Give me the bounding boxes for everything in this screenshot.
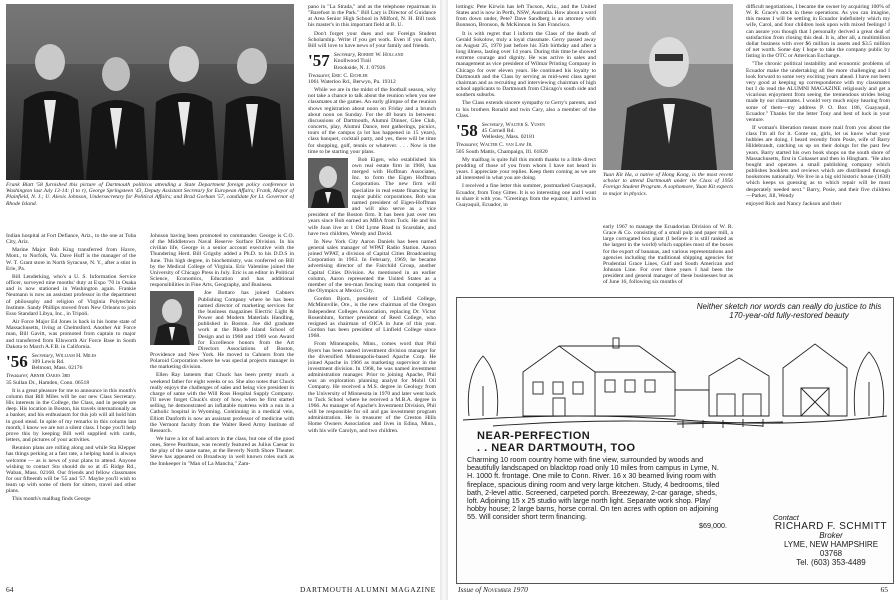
treasurer-label: Treasurer, xyxy=(456,142,479,149)
class-secretary xyxy=(482,122,545,141)
treasurer-address: 505 South Mattis, Champaign, Ill. 61820 xyxy=(456,148,548,155)
paragraph: "The chronic political instability and economic problems of Ecuador make the undertaking all the more challenging and I look forward to some very exciting years ahead. I have not been very good at keeping up correspondence with my classmates but I do read the ALUMNI MAGAZINE religiously and get a vicarious enjoyment from seeing the tremendous strides being made by our classmates. I would very much enjoy hearing from some of them—my address P. O. Box 186, Guayaquil, Ecuador." Thanks for the letter Tony and best of luck in your venture. xyxy=(746,61,890,123)
treasurer-address: 35 Sullan Dr., Hamden, Conn. 06518 xyxy=(6,379,90,386)
paragraph: Joe Bottaro has joined Cabners Publishing Company where he has been named director of marketing services for the business magazines Electric Light & Power and Modern Materials Handling, published in Boston. Joe did graduate work at the Rhode Island School of Design and in 1968 and 1969 won Award for Excellence honors from the Art Directors Associations of Boston, Providence and New York. He moved to Cahners from the Polaroid Corporation where he was special projects manager in the marketing division. xyxy=(150,290,294,371)
ad-contact-name: RICHARD F. SCHMITT xyxy=(774,521,888,532)
secretary-name: William H. Miles xyxy=(55,352,97,359)
class-year: '58 xyxy=(456,120,478,140)
treasurer-label: Treasurer, xyxy=(308,72,331,79)
ad-contact-title: Broker xyxy=(819,531,843,540)
ad-headline xyxy=(477,430,636,454)
ad-contact xyxy=(773,513,889,567)
paragraph: lottings: Pete Kirwin has left Tucson, Ariz., and the United States and is now in Perth, NSW, Australia. How about a word from down under, Pete? Dave Sandberg is an attorney with Bonnson, Bronson, & McKinnon in San Francisco. xyxy=(456,4,596,29)
paragraph: It is a great pleasure for me to announce in this month's column that Bill Miles will be our new Class Secretary. His interests in the College, the Class, and in people are deep. His location in Boston, his travels internationally as a banker, and his enthusiasm for this job will all hold him in good stead. In spite of my remarks in this column last month, I know we are not a silent class. I hope you'll help prove this by keeping Bill well supplied with cards, letters, and pictures of your activities. xyxy=(6,387,136,444)
left-column-3 xyxy=(308,4,436,585)
portrait-photo-bottaro xyxy=(150,291,194,345)
class-56-header xyxy=(6,353,136,372)
paragraph: From Minneapolis, Minn., comes word that Phil Byers has been named investment division manager for the diversified Minneapolis-based Apache Corp. He joined Apache in 1966 as marketing supervisor in the investment division. In 1968, he was named investment administration manager. Prior to joining Apache, Phil was an exploration planning analyst for Mobil Oil Company. He received a M.S. degree in Geology from the University of Minnesota in 1970 and later went back to Tuck School where he received a M.B.A. degree in 1966. As manager of Apache's Investment Division, Phil will be responsible for oil and gas investment program administration. He is treasurer of the Creston Hills Home Owners Association and lives in Edina, Minn., with his wife Carolyn, and two children. xyxy=(308,341,436,434)
paragraph: It is with regret that I inform the Class of the death of Gerald Sokolow, truly a loyal classmate. Gerry passed away on August 25, 1970 just before his 35th birthday and after a long illness, lasting over 14 years. During this time he showed extreme courage and dignity. He was active in sales and management as vice president of Wilmar Printing Company in Chicago for over eleven years. He continued his loyalty to Dartmouth and the Class by serving as mid-west class agent chairman and as recruiting and interviewing chairman of high school applicants to Dartmouth from Chicago's south side and southern suburbs. xyxy=(456,30,596,99)
treasurer-name: Abner Oakes 3rd xyxy=(29,373,71,380)
left-column-1 xyxy=(6,233,136,585)
paragraph: While we are in the midst of the football season, why not take a chance to talk about the reunion when you see classmates at the games. An early glimpse of the reunion shows registration about noon on Friday and a brunch about noon on Sunday. For the 48 hours in between: discussions of Dartmouth, Alumni Dinner, Glee Club, concerts, play, Alumni Dance, tent gatherings, picnics, tours of the campus (a lot has happened in 15 years), class banquet, cocktail party, and yes, there will be time for shopping, golf, tennis or whatever. . . . Now is the time to be starting your plans. xyxy=(308,87,436,155)
politicos-photo-caption: Frank Blatt '58 furnished this picture of Dartmouth politicos attending a State Department foreign policy conference in Washington last July 13-14: (l to r), George Springsteen '43, Deputy Assistant Secretary for European Affairs; Frank, Mayor of Plainfield, N. J.; U. Alexis Johnson, Undersecretary for Political Affairs; and Brad Gorham '57, candidate for Lt. Governor of Rhode Island. xyxy=(6,182,294,207)
class-treasurer xyxy=(456,142,596,154)
secretary-name: Robert W. Holland xyxy=(357,52,404,59)
right-column-2 xyxy=(603,224,733,296)
paragraph: Bob Eigen, who established his own real estate firm in 1968, has merged with Hoffman Associates, Inc. to form the Eigen Hoffman Corporation. The new firm will specialize in real estate financing for major public corporations. Bob was named president of Eigen-Hoffman and will also serve as a vice president of the Boston firm. It has been just over ten years since Bob earned an MBA from Tuck. He and his wife Joan live at 1 Old Lyme Road in Scarsdale, and have two children, Wendy and David. xyxy=(308,156,436,237)
secretary-label: Secretary, xyxy=(333,52,357,59)
ad-description: Charming 10 room country home with fine view, surrounded by woods and beautifully landscaped on blacktop road only 10 miles from campus in Lyme, N. H. 1000 ft. frontage. One mile to Conn. River. 16 x 30 beamed living room with fireplace, spacious dining room and very large kitchen. Study, 4 bedrooms, tiled bath, 2-level attic. Screened, carpeted porch. Breezeway, 2-car garage, sheds, loft. Adjoining 15 x 25 studio with large north light. Separate work shop. Play/ hobby house; 2 large barns, horse corral. On ten acres with option on adjoining 55. Will consider short term financing. xyxy=(467,455,720,522)
paragraph: I received a fine letter this summer, postmarked Guayaquil, Ecuador, from Tony Gittes. It is so interesting one and I want to share it with you. "Greetings from the equator, I arrived in Guayaquil, Ecuador, in xyxy=(456,183,596,208)
left-column-2 xyxy=(150,233,294,585)
paragraph: pano in "La Strada," and as the telephone repairman in "Barefoot in the Park." Bill Lary is Director of Guidance at Area Senior High School in Milford, N. H. Bill took his master's in this important field at B. U. xyxy=(308,4,436,29)
right-column-3 xyxy=(746,4,890,296)
page-gutter xyxy=(440,0,448,600)
ad-body xyxy=(467,456,727,530)
ad-contact-label: Contact xyxy=(773,513,799,522)
paragraph: Air Force Major Ed Jones is back in his home state of Massachusetts, living at Chelmsford. Another Air Force man, Bill Gavitt, was promoted from captain to major and transferred from Ellsworth Air Force Base in South Dakota to March A.F.B. in California. xyxy=(6,319,136,350)
yuan-kit-ha-caption: Yuan Kit Ha, a native of Hong Kong, is the most recent scholar to attend Dartmouth under the Class of 1956 Foreign Student Program. A sophomore, Yuan Kit expects to major in physics. xyxy=(603,172,733,197)
class-57-header xyxy=(308,52,436,71)
ad-contact-location: LYME, NEW HAMPSHIRE 03768 xyxy=(783,540,879,558)
politicos-photo-image xyxy=(6,4,294,180)
secretary-label: Secretary, xyxy=(31,352,55,359)
issue-month: November 1970 xyxy=(483,585,528,594)
politicos-photo xyxy=(6,4,294,180)
magazine-title: DARTMOUTH ALUMNI MAGAZINE xyxy=(300,585,436,594)
class-year: '57 xyxy=(308,51,330,71)
treasurer-label: Treasurer, xyxy=(6,373,29,380)
left-page xyxy=(0,0,440,600)
ad-headline-line-2: . . NEAR DARTMOUTH, TOO xyxy=(477,442,636,454)
paragraph: In New York City Aaron Daniels has been named general sales manager of WPAT Radio Station. Aaron joined WPAT, a division of Capital Cities Broadcasting Corporation in 1963. In February, 1969, he became advertising director of the Fairchild Group, another Capital Cities Division. As mentioned in an earlier column, Aaron represented the United States as a member of the ten-man fencing team that competed in the Olympics at Mexico City. xyxy=(308,238,436,295)
paragraph: Marine Major Bob King transferred from Havre, Mont., to Norfolk, Va. Dave Huff is the manager of the W. T. Grant store in North Syracuse, N. Y., after a stint in Erie, Pa. xyxy=(6,247,136,272)
secretary-address-1: 109 Lewis Rd. xyxy=(31,359,65,366)
ad-price: $69,000. xyxy=(699,520,727,530)
paragraph: Indian hospital at Fort Defiance, Ariz., to the one at Tuba City, Ariz. xyxy=(6,233,136,246)
paragraph: Don't forget your dues and our Foreign Student Scholarship. Write if you get work. Even if you don't, Bill will love to have news of your family and friends. xyxy=(308,30,436,49)
ad-headline-line-1: NEAR-PERFECTION xyxy=(477,430,591,442)
right-column-1 xyxy=(456,4,596,296)
left-page-number: 64 xyxy=(6,585,14,594)
class-secretary xyxy=(32,353,97,372)
secretary-address-1: Knollwood Trail xyxy=(333,58,371,65)
real-estate-ad xyxy=(456,297,894,584)
treasurer-name: Eric C. Eichler xyxy=(331,72,368,79)
paragraph: If woman's liberation means more mail from you about the class I'm all for it. Come on, girls, let us know what your hubbies are doing. I heard recently from Posie, wife of Barry Hildebrandt, catching us up on their doings for the past few years. Barry started his own book shops on the south shore of Massachusetts, first in Cohasset and then in Hingham. "He also bought and operates a small publishing company which publishes booklets and reviews which are distributed through bookstores nationally. We live in a big old historic house (1638) which keeps us guessing as to which repair will be most desperately needed next." Barry, Posie, and their five children—Parker, Jill, Wendy xyxy=(746,124,890,199)
paragraph: We have a lot of bad actors in the class, but one of the good ones, Steve Pearlman, was recently featured as Julius Caesar in the play of the same name, at the Beverly North Shore Theater. Steve has appeared on Broadway in well known roles such as the Innkeeper in "Man of La Mancha," Zam- xyxy=(150,436,294,467)
paragraph: The Class extends sincere sympathy to Gerry's parents, and to his brothers Ronald and twin Cary, also a member of the Class. xyxy=(456,100,596,119)
class-year: '56 xyxy=(6,351,28,371)
paragraph: My mailbag is quite full this month thanks to a little direct prodding of those of you from whom I have not heard in years. I appreciate your replies. Keep them coming as we are all interested in what you are doing. xyxy=(456,156,596,182)
secretary-address-2: Brookside, N. J. 07926 xyxy=(333,64,386,71)
ad-tagline: Neither sketch nor words can really do justice to this 170-year-old fully-restored beauty xyxy=(696,302,882,320)
paragraph: difficult negotiations, I became the owner by acquiring 100% of W. R. Grace's stock in these operations. As you can imagine, this means I will be settling in Ecuador indefinitely which my wife, Carol, and four children look upon with mixed feelings! I can assure you though that I personally derived a great deal of satisfaction from closing this deal. It is, after all, a multimillion dollar business with over $6 million in assets and $3.5 million of net worth. Some day I hope to take the company public by listing in the OTC or American Exchange. xyxy=(746,4,890,60)
paragraph: This month's mailbag finds George xyxy=(12,496,91,503)
secretary-label: Secretary, xyxy=(481,121,505,128)
class-secretary xyxy=(334,52,404,71)
paragraph: Johnson having been promoted to commander. George is C.O. of the Middletown Naval Reserve Surface Division. In his civilian life, George is a senior account executive with the Thundering Herd. Bill Grigsby added a Ph.D. to his D.D.S in June. This high degree, in biochemistry, was conferred on Bill by the Medical College of Virginia. Eric Valentine joined the University of Chicago Press in July. Eric is an editor in Political Science, Economics, Education and has additional responsibilities in Fine Arts, Geography, and Business. xyxy=(150,233,294,289)
secretary-address-2: Belmont, Mass. 02176 xyxy=(31,365,83,372)
farmhouse-sketch xyxy=(463,316,887,428)
class-58-header xyxy=(456,122,596,141)
yuan-kit-ha-image xyxy=(603,4,733,170)
paragraph: enjoyed Rick and Nancy Jackson and their xyxy=(746,200,842,207)
paragraph: Ellen Ray laments that Chuck has been pretty much a weekend father for eight weeks or so. She also notes that Chuck really enjoys the challenges of sales and being vice president in charge of same with the Will Ross Hospital Supply Company. I'll never forget Chuck's story of how, when he first started selling, he demonstrated an inflatable mattress with a nun in a Catholic hospital in Wyoming. Continuing in a medical vein, Elliott Danforth is now an assistant professor of medicine with the Vermont faculty from the Walter Reed Army Institute of Research. xyxy=(150,372,294,434)
right-page-number: 65 xyxy=(880,585,888,594)
class-treasurer xyxy=(6,373,136,385)
secretary-address-1: 45 Cornell Rd. xyxy=(481,128,515,135)
secretary-name: Walter S. Yusen xyxy=(505,121,545,128)
portrait-image xyxy=(308,158,348,208)
issue-label: Issue of xyxy=(458,585,482,594)
portrait-image xyxy=(150,291,194,345)
paragraph: Reunion plans are rolling along and while Sta Klepper has things perking at a fast rate, a helping hand is always welcome — as is news of your plans to attend. Anyone wishing to contact Stu should do so at 45 Ridge Rd., Waban, Mass. 02168. Our friends and fellow classmates for our fifteenth will be '55 and '57. Maybe you'll wish to team up with some of them for sitters, travel and other plans. xyxy=(6,445,136,495)
ad-contact-phone: Tel. (603) 353-4489 xyxy=(796,558,866,567)
paragraph: Bill Lenderking, who's a U. S. Information Service officer, surveyed nine months' duty at Expo '70 in Osaka and is now stationed in Washington again. Frankie Neumann is now an assistant professor in the department of philosophy and religion of Virginia Polytechnic Institute. Sandy Phillips moved from New Orleans to join Esso Standard Libya, Inc., in Tripoli. xyxy=(6,273,136,317)
treasurer-name: Walter C. van Law Jr. xyxy=(479,142,533,149)
secretary-address-2: Wellesley, Mass. 02181 xyxy=(481,134,535,141)
paragraph: early 1967 to manage the Ecuadorian Division of W. R. Grace & Co. consisting of a small pulp and paper mill, a large corrugated box plant (I believe it is still ranked as the largest in the world) which supplies most of the boxes for the export of bananas, and various representations and agencies including the traditional shipping agencies for Prudential Grace Lines, Gulf and South American and Johnson Line. For over three years I had been the president and general manager of these businesses but as of June 16, following six months of xyxy=(603,224,733,286)
yuan-kit-ha-photo xyxy=(603,4,733,170)
treasurer-address: 1061 Waterloo Rd., Berwyn, Pa. 19312 xyxy=(308,78,396,85)
issue-date xyxy=(458,585,528,594)
paragraph: Gordon Bjorn, president of Linfield College, McMinnville, Ore., is the new chairman of the Oregon Independent Colleges Association, replacing Dr. Victor Rosenblum, former president of Reed College, who resigned as chairman of OICA in June of this year. Gordon has been president of Linfield College since 1968. xyxy=(308,296,436,340)
class-treasurer xyxy=(308,73,436,85)
portrait-photo-eigen xyxy=(308,158,348,208)
